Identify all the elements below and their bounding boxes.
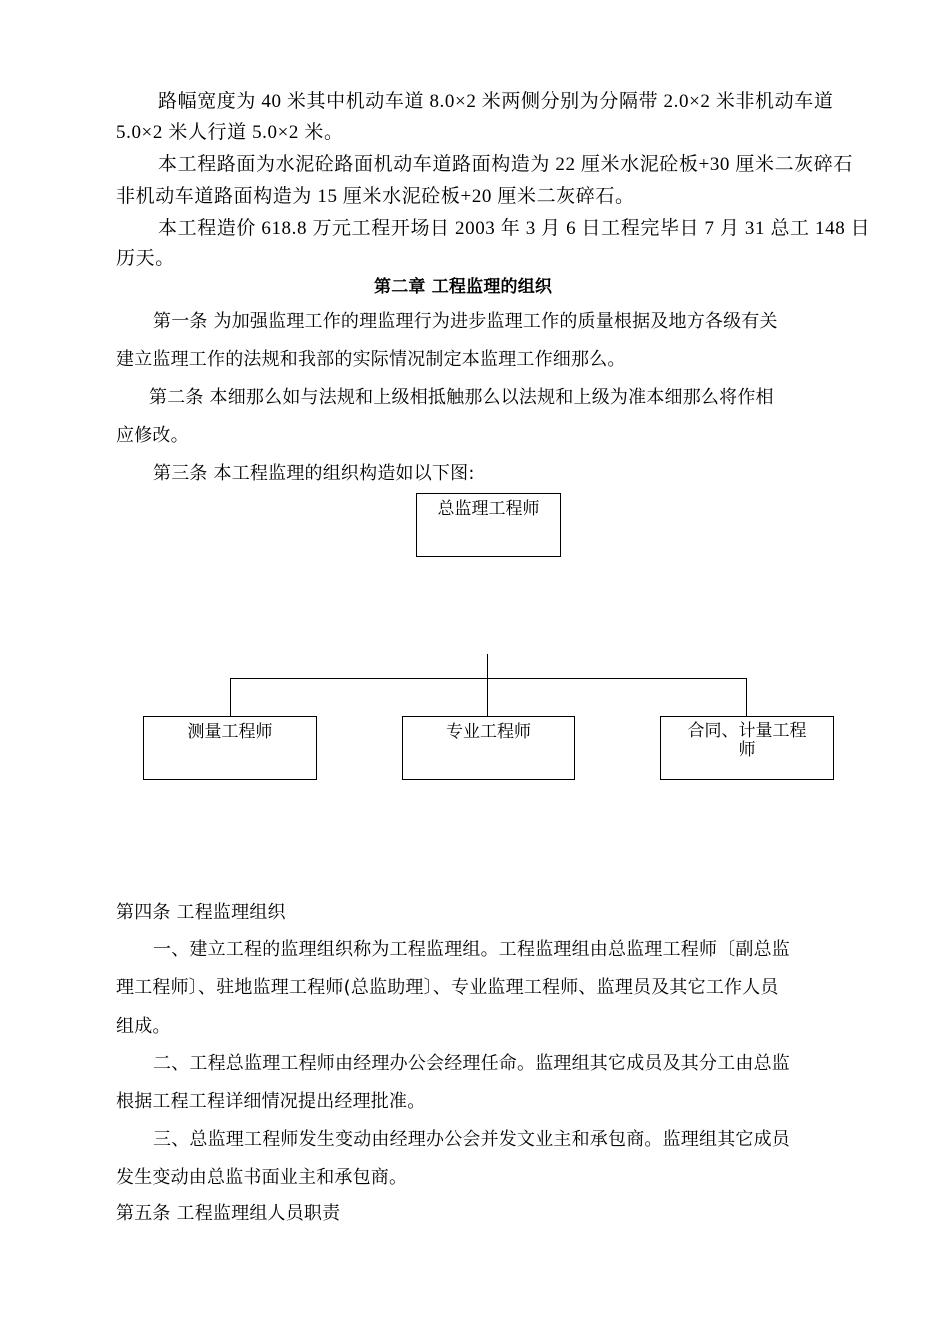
paragraph-cost-line1: 本工程造价 618.8 万元工程开场日 2003 年 3 月 6 日工程完毕日 7 月 31 总工 148 日: [158, 218, 871, 239]
org-box-survey-engineer: 测量工程师: [143, 716, 317, 780]
org-connector-horizontal: [230, 678, 747, 679]
paragraph-cost-line2: 历天。: [116, 248, 175, 269]
paragraph-pavement-line1: 本工程路面为水泥砼路面机动车道路面构造为 22 厘米水泥砼板+30 厘米二灰碎石: [158, 154, 853, 175]
article1-line1: 第一条 为加强监理工作的理监理行为进步监理工作的质量根据及地方各级有关: [153, 311, 778, 332]
org-connector-vertical-main: [487, 654, 488, 717]
paragraph-pavement-line2: 非机动车道路面构造为 15 厘米水泥砼板+20 厘米二灰碎石。: [116, 186, 635, 207]
org-box-contract-engineer: 合同、计量工程 师: [660, 716, 834, 780]
article4-title: 第四条 工程监理组织: [116, 902, 286, 923]
article4-item1-line3: 组成。: [116, 1016, 171, 1037]
org-connector-left: [230, 678, 231, 717]
article4-item3-line2: 发生变动由总监书面业主和承包商。: [116, 1167, 408, 1188]
org-box-chief-engineer: 总监理工程师: [416, 493, 561, 557]
article1-line2: 建立监理工作的法规和我部的实际情况制定本监理工作细那么。: [116, 349, 626, 370]
article4-item1-line1: 一、建立工程的监理组织称为工程监理组。工程监理组由总监理工程师〔副总监: [153, 939, 790, 960]
paragraph-road-width-line1: 路幅宽度为 40 米其中机动车道 8.0×2 米两侧分别为分隔带 2.0×2 米非机动车道: [158, 91, 834, 112]
chapter-title: 第二章 工程监理的组织: [374, 277, 553, 297]
article2-line2: 应修改。: [116, 425, 189, 446]
article3-line1: 第三条 本工程监理的组织构造如以下图:: [153, 463, 475, 484]
article2-line1: 第二条 本细那么如与法规和上级相抵触那么以法规和上级为准本细那么将作相: [149, 387, 774, 408]
article4-item2-line2: 根据工程工程详细情况提出经理批准。: [116, 1091, 426, 1112]
paragraph-road-width-line2: 5.0×2 米人行道 5.0×2 米。: [116, 122, 344, 143]
org-box-specialist-engineer: 专业工程师: [402, 716, 575, 780]
article4-item3-line1: 三、总监理工程师发生变动由经理办公会并发文业主和承包商。监理组其它成员: [153, 1129, 790, 1150]
article4-item1-line2: 理工程师〕、驻地监理工程师(总监助理〕、专业监理工程师、监理员及其它工作人员: [116, 977, 779, 998]
org-connector-right: [746, 678, 747, 717]
article5-title: 第五条 工程监理组人员职责: [116, 1203, 341, 1224]
article4-item2-line1: 二、工程总监理工程师由经理办公会经理任命。监理组其它成员及其分工由总监: [153, 1053, 790, 1074]
